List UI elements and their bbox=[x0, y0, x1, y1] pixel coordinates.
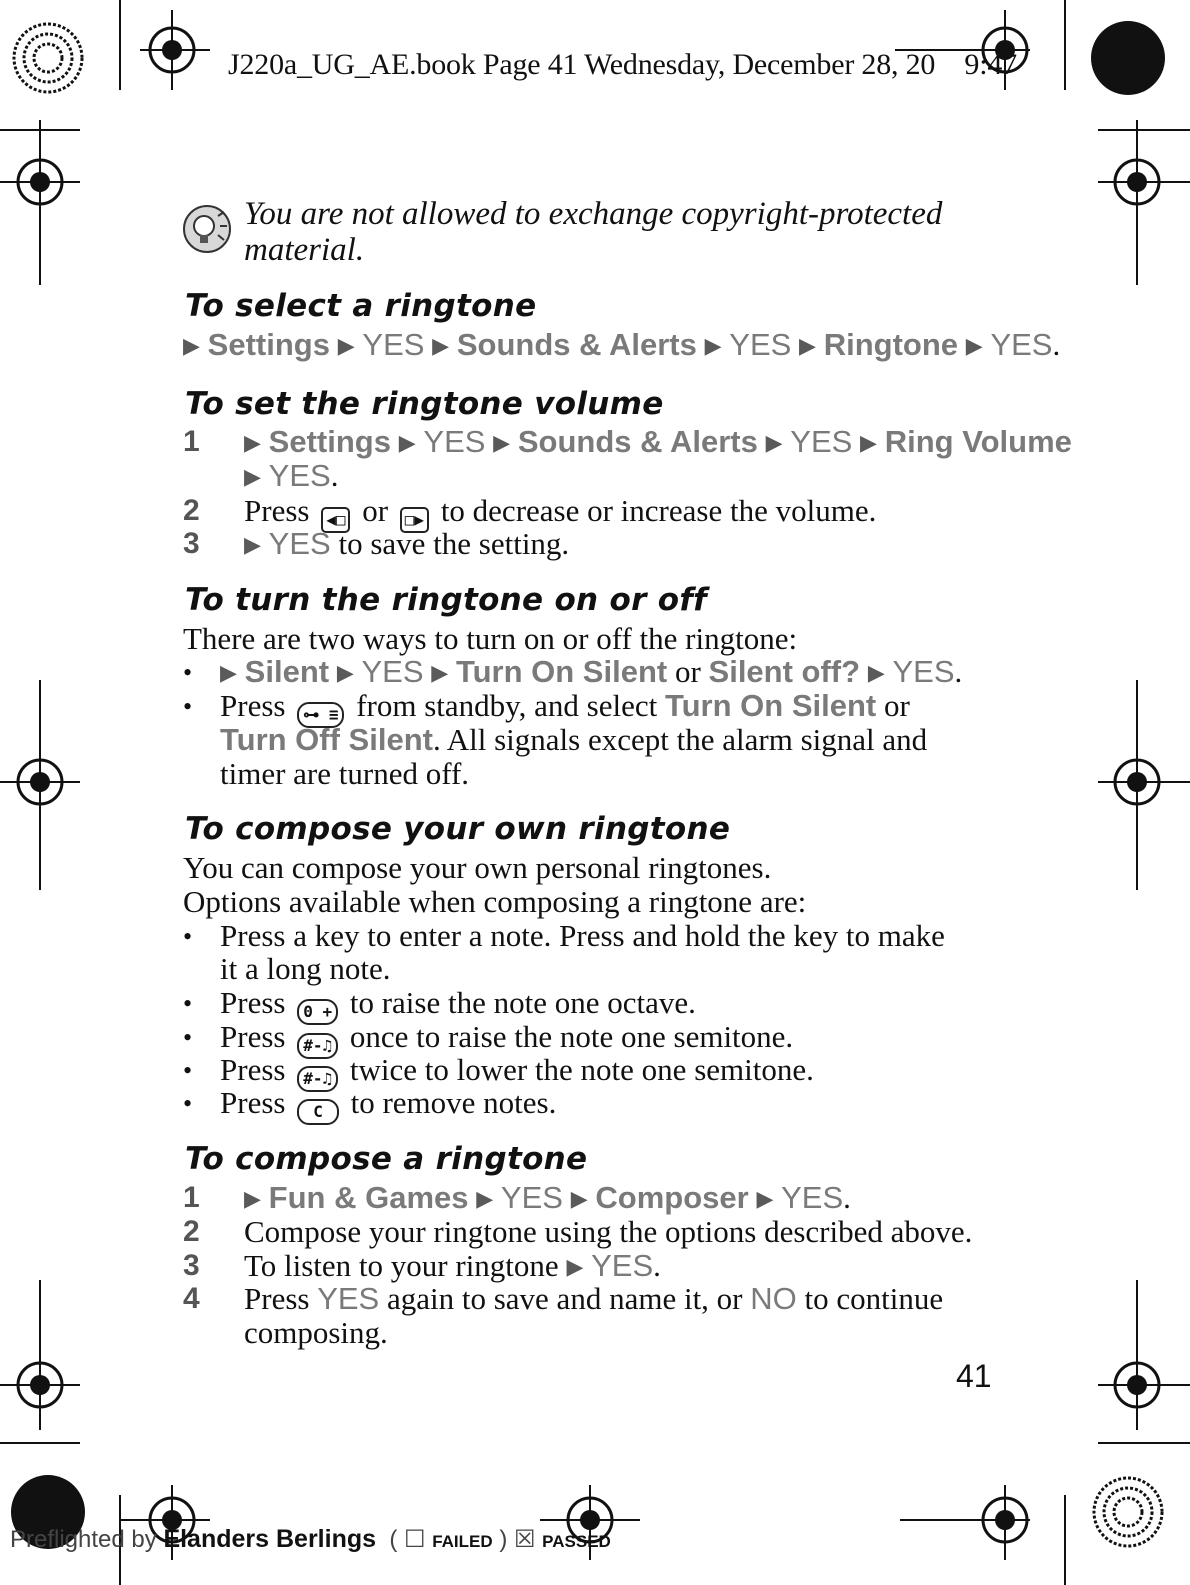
footer-passed: PASSED bbox=[542, 1532, 611, 1551]
onoff-bullet-2-line3: timer are turned off. bbox=[220, 756, 470, 791]
volume-step-1 bbox=[244, 425, 1072, 461]
heading-ringtone-volume: To set the ringtone volume bbox=[185, 386, 664, 422]
step-number: 1 bbox=[183, 1181, 200, 1214]
compose-own-intro: You can compose your own personal ringtones. bbox=[183, 850, 772, 885]
step-number: 3 bbox=[183, 1249, 200, 1282]
hash-key-icon: #-♫ bbox=[297, 1066, 338, 1092]
compose-step-4 bbox=[244, 1282, 943, 1316]
step-text: to continue bbox=[804, 1281, 944, 1316]
menu-key: YES bbox=[892, 654, 955, 689]
menu-key: YES bbox=[729, 327, 792, 362]
step-text: again to save and name it, or bbox=[386, 1281, 743, 1316]
heading-compose-ringtone: To compose a ringtone bbox=[185, 1141, 588, 1177]
arrow-icon: ▶ bbox=[398, 431, 416, 456]
step-number: 4 bbox=[183, 1282, 200, 1315]
menu-key: YES bbox=[362, 327, 425, 362]
right-key-icon: □▶ bbox=[400, 507, 429, 533]
print-header: J220a_UG_AE.book Page 41 Wednesday, December 28, 20 9:47 bbox=[228, 48, 1017, 81]
menu-item: Ring Volume bbox=[884, 424, 1072, 459]
step-text: to remove notes. bbox=[350, 1085, 557, 1120]
step-number: 1 bbox=[183, 425, 200, 458]
volume-step-1-cont: ▶ YES. bbox=[244, 458, 339, 493]
onoff-bullet-1: ▶ Silent ▶ YES ▶ Turn On Silent or Silent off? ▶ YES. bbox=[220, 654, 963, 689]
arrow-icon: ▶ bbox=[244, 533, 261, 558]
bullet: • bbox=[183, 1023, 193, 1052]
step-text: Press bbox=[244, 493, 310, 528]
note-line: material. bbox=[244, 232, 365, 268]
compose-own-options: Options available when composing a ringtone are: bbox=[183, 884, 807, 919]
compose-step-1: ▶ Fun & Games ▶ YES ▶ Composer ▶ YES. bbox=[244, 1180, 851, 1215]
menu-item: Settings bbox=[268, 424, 391, 459]
footer-brand: Elanders Berlings bbox=[163, 1525, 377, 1553]
compose-step-4-cont: composing. bbox=[244, 1315, 388, 1350]
lightbulb-icon bbox=[182, 204, 232, 254]
menu-key: YES bbox=[268, 526, 331, 561]
step-text: or bbox=[883, 688, 910, 723]
arrow-icon: ▶ bbox=[244, 431, 261, 456]
onoff-intro: There are two ways to turn on or off the ringtone: bbox=[183, 621, 798, 656]
menu-key: YES bbox=[500, 1180, 563, 1215]
menu-item: Sounds & Alerts bbox=[456, 327, 697, 362]
note-line: You are not allowed to exchange copyright-protected bbox=[244, 196, 943, 232]
menu-item: Silent off? bbox=[708, 654, 861, 689]
arrow-icon: ▶ bbox=[183, 334, 200, 359]
passed-checkbox-icon: ☒ bbox=[513, 1526, 536, 1553]
step-text: Press bbox=[244, 1281, 310, 1316]
step-text: or bbox=[674, 654, 701, 689]
menu-key: YES bbox=[781, 1180, 844, 1215]
step-text: or bbox=[362, 493, 389, 528]
arrow-icon: ▶ bbox=[431, 661, 449, 686]
menu-item: Ringtone bbox=[823, 327, 959, 362]
arrow-icon: ▶ bbox=[244, 465, 261, 490]
zero-plus-key-icon: 0 + bbox=[297, 999, 338, 1025]
footer-failed: FAILED bbox=[432, 1532, 493, 1551]
menu-key: YES bbox=[361, 654, 424, 689]
left-key-icon: ◀□ bbox=[321, 507, 350, 533]
menu-item: Fun & Games bbox=[268, 1180, 469, 1215]
step-text: Press bbox=[220, 985, 286, 1020]
arrow-icon: ▶ bbox=[704, 334, 722, 359]
arrow-icon: ▶ bbox=[799, 334, 816, 359]
step-text: to decrease or increase the volume. bbox=[440, 493, 877, 528]
arrow-icon: ▶ bbox=[337, 334, 355, 359]
compose-step-3: To listen to your ringtone ▶ YES. bbox=[244, 1248, 661, 1283]
menu-item: Silent bbox=[244, 654, 330, 689]
arrow-icon: ▶ bbox=[965, 334, 983, 359]
footer-prefix: Preflighted by bbox=[10, 1526, 157, 1553]
bullet: • bbox=[183, 1056, 193, 1085]
menu-item: Turn Off Silent bbox=[220, 722, 433, 757]
heading-ringtone-onoff: To turn the ringtone on or off bbox=[185, 582, 707, 618]
arrow-icon: ▶ bbox=[756, 1187, 774, 1212]
clear-key-icon: C bbox=[297, 1099, 339, 1125]
step-text: Press bbox=[220, 1052, 286, 1087]
onoff-bullet-2-cont bbox=[220, 723, 927, 757]
menu-key: YES bbox=[268, 458, 331, 493]
bullet: • bbox=[183, 922, 193, 951]
step-text: Press bbox=[220, 1085, 286, 1120]
step-text: once to raise the note one semitone. bbox=[349, 1019, 794, 1054]
preflight-footer: Preflighted by Elanders Berlings ( ☐ FAILED ) ☒ PASSED bbox=[10, 1525, 611, 1553]
page-number: 41 bbox=[956, 1358, 992, 1394]
arrow-icon: ▶ bbox=[476, 1187, 494, 1212]
arrow-icon: ▶ bbox=[220, 661, 237, 686]
compose-own-bullet: Press a key to enter a note. Press and hold the key to make bbox=[220, 918, 945, 953]
arrow-icon: ▶ bbox=[765, 431, 783, 456]
failed-checkbox-icon: ☐ bbox=[404, 1526, 426, 1553]
bullet: • bbox=[183, 692, 193, 721]
copyright-note bbox=[244, 196, 1004, 268]
arrow-icon: ▶ bbox=[432, 334, 450, 359]
menu-key: NO bbox=[750, 1281, 797, 1316]
step-text: . All signals except the alarm signal and bbox=[432, 722, 928, 757]
menu-key: YES bbox=[317, 1281, 380, 1316]
step-number: 2 bbox=[183, 494, 200, 527]
menu-item: Sounds & Alerts bbox=[517, 424, 758, 459]
heading-compose-own: To compose your own ringtone bbox=[185, 811, 731, 847]
arrow-icon: ▶ bbox=[570, 1187, 588, 1212]
menu-item: Turn On Silent bbox=[664, 688, 877, 723]
heading-select-ringtone: To select a ringtone bbox=[185, 288, 537, 324]
arrow-icon: ▶ bbox=[867, 661, 885, 686]
arrow-icon: ▶ bbox=[336, 661, 354, 686]
volume-step-3 bbox=[244, 527, 569, 563]
menu-key: YES bbox=[990, 327, 1053, 362]
step-text: Press bbox=[220, 1019, 286, 1054]
silent-key-icon: ⊶ ≡ bbox=[297, 702, 344, 728]
bullet: • bbox=[183, 989, 193, 1018]
arrow-icon: ▶ bbox=[566, 1255, 584, 1280]
menu-item: Settings bbox=[207, 327, 330, 362]
arrow-icon: ▶ bbox=[493, 431, 511, 456]
compose-own-bullet bbox=[220, 1086, 556, 1125]
compose-step-2: Compose your ringtone using the options described above. bbox=[244, 1214, 973, 1249]
menu-key: YES bbox=[591, 1248, 654, 1283]
step-text: to save the setting. bbox=[338, 526, 570, 561]
arrow-icon: ▶ bbox=[244, 1187, 261, 1212]
menu-item: Composer bbox=[595, 1180, 749, 1215]
menu-item: Turn On Silent bbox=[455, 654, 668, 689]
bullet: • bbox=[183, 658, 193, 687]
compose-own-bullet-cont: it a long note. bbox=[220, 951, 391, 986]
menu-key: YES bbox=[423, 424, 486, 459]
hash-key-icon: #-♫ bbox=[297, 1033, 338, 1059]
arrow-icon: ▶ bbox=[860, 431, 877, 456]
step-text: to raise the note one octave. bbox=[349, 985, 696, 1020]
menu-key: YES bbox=[790, 424, 853, 459]
bullet: • bbox=[183, 1089, 193, 1118]
step-text: twice to lower the note one semitone. bbox=[349, 1052, 814, 1087]
step-number: 2 bbox=[183, 1215, 200, 1248]
step-text: from standby, and select bbox=[356, 688, 658, 723]
step-number: 3 bbox=[183, 527, 200, 560]
step-text: To listen to your ringtone bbox=[244, 1248, 559, 1283]
select-ringtone-path: ▶ Settings ▶ YES ▶ Sounds & Alerts ▶ YES ▶ Ringtone ▶ YES. bbox=[183, 327, 1061, 362]
step-text: Press bbox=[220, 688, 286, 723]
